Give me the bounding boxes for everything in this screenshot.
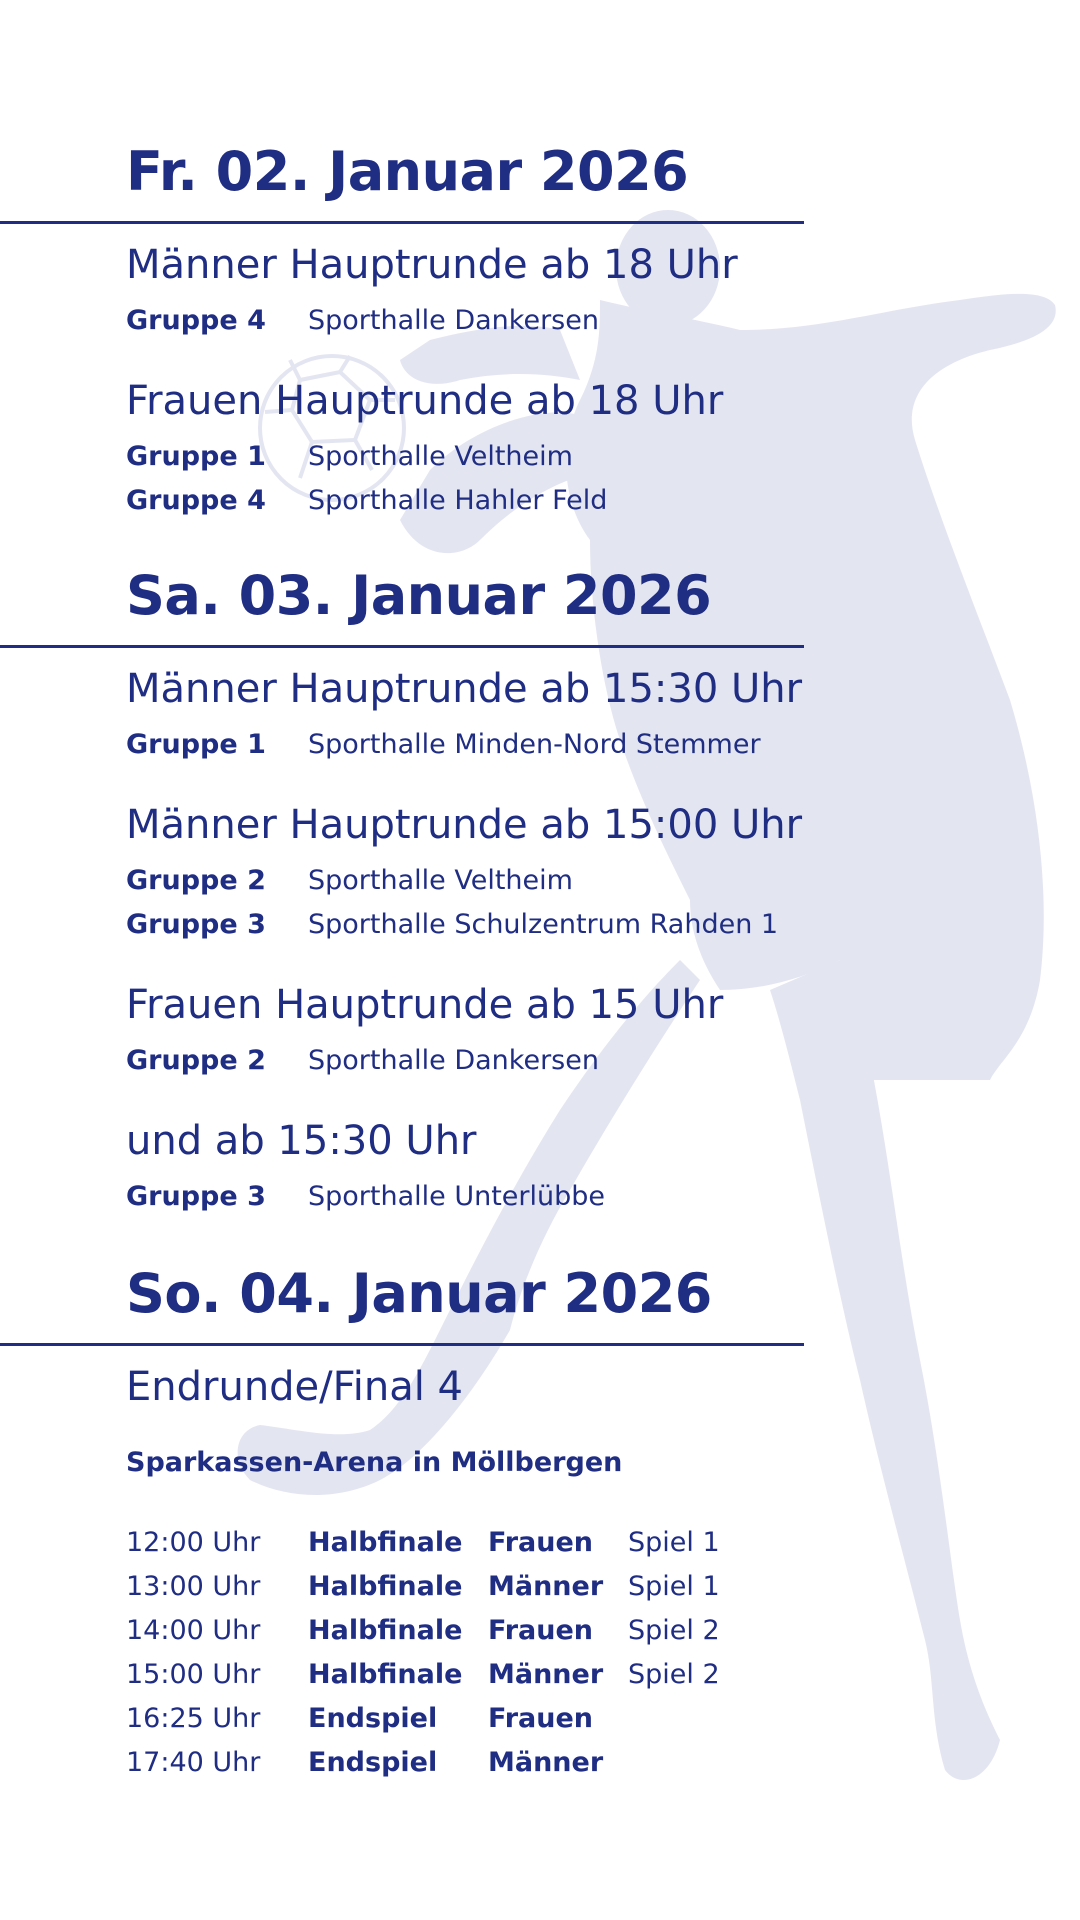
game-row	[126, 1747, 826, 1787]
final-heading: Endrunde/Final 4	[126, 1364, 463, 1410]
group-venue: Sporthalle Dankersen	[308, 305, 599, 336]
day-heading: Fr. 02. Januar 2026	[126, 140, 689, 203]
game-team: Männer	[488, 1571, 604, 1602]
group-venue: Sporthalle Unterlübbe	[308, 1181, 606, 1212]
game-number: Spiel 1	[628, 1571, 720, 1602]
game-time: 15:00 Uhr	[126, 1659, 261, 1690]
group-venue: Sporthalle Minden-Nord Stemmer	[308, 729, 761, 760]
game-row	[126, 1659, 826, 1699]
game-stage: Endspiel	[308, 1703, 438, 1734]
day-heading: So. 04. Januar 2026	[126, 1262, 712, 1325]
day-heading: Sa. 03. Januar 2026	[126, 564, 712, 627]
round-heading: Männer Hauptrunde ab 15:00 Uhr	[126, 802, 803, 848]
final-venue: Sparkassen-Arena in Möllbergen	[126, 1447, 623, 1478]
group-label: Gruppe 3	[126, 1181, 266, 1212]
round-heading: Frauen Hauptrunde ab 18 Uhr	[126, 378, 724, 424]
game-row	[126, 1615, 826, 1655]
group-label: Gruppe 4	[126, 485, 266, 516]
game-time: 14:00 Uhr	[126, 1615, 261, 1646]
game-stage: Halbfinale	[308, 1659, 463, 1690]
game-stage: Halbfinale	[308, 1571, 463, 1602]
game-number: Spiel 2	[628, 1659, 720, 1690]
round-heading: und ab 15:30 Uhr	[126, 1118, 477, 1164]
group-venue: Sporthalle Veltheim	[308, 865, 573, 896]
game-row	[126, 1527, 826, 1567]
game-row	[126, 1571, 826, 1611]
game-number: Spiel 2	[628, 1615, 720, 1646]
game-row	[126, 1703, 826, 1743]
game-time: 17:40 Uhr	[126, 1747, 261, 1778]
divider	[0, 1343, 804, 1346]
game-stage: Halbfinale	[308, 1527, 463, 1558]
group-label: Gruppe 1	[126, 441, 266, 472]
round-heading: Frauen Hauptrunde ab 15 Uhr	[126, 982, 724, 1028]
group-venue: Sporthalle Dankersen	[308, 1045, 599, 1076]
game-stage: Endspiel	[308, 1747, 438, 1778]
game-team: Männer	[488, 1747, 604, 1778]
group-label: Gruppe 2	[126, 1045, 266, 1076]
group-venue: Sporthalle Veltheim	[308, 441, 573, 472]
group-venue: Sporthalle Hahler Feld	[308, 485, 608, 516]
group-label: Gruppe 4	[126, 305, 266, 336]
divider	[0, 221, 804, 224]
game-time: 12:00 Uhr	[126, 1527, 261, 1558]
group-label: Gruppe 2	[126, 865, 266, 896]
divider	[0, 645, 804, 648]
game-time: 13:00 Uhr	[126, 1571, 261, 1602]
game-team: Frauen	[488, 1615, 594, 1646]
game-number: Spiel 1	[628, 1527, 720, 1558]
game-team: Frauen	[488, 1703, 594, 1734]
round-heading: Männer Hauptrunde ab 15:30 Uhr	[126, 666, 803, 712]
group-label: Gruppe 1	[126, 729, 266, 760]
round-heading: Männer Hauptrunde ab 18 Uhr	[126, 242, 738, 288]
group-venue: Sporthalle Schulzentrum Rahden 1	[308, 909, 779, 940]
game-team: Frauen	[488, 1527, 594, 1558]
game-team: Männer	[488, 1659, 604, 1690]
group-label: Gruppe 3	[126, 909, 266, 940]
game-stage: Halbfinale	[308, 1615, 463, 1646]
game-time: 16:25 Uhr	[126, 1703, 261, 1734]
